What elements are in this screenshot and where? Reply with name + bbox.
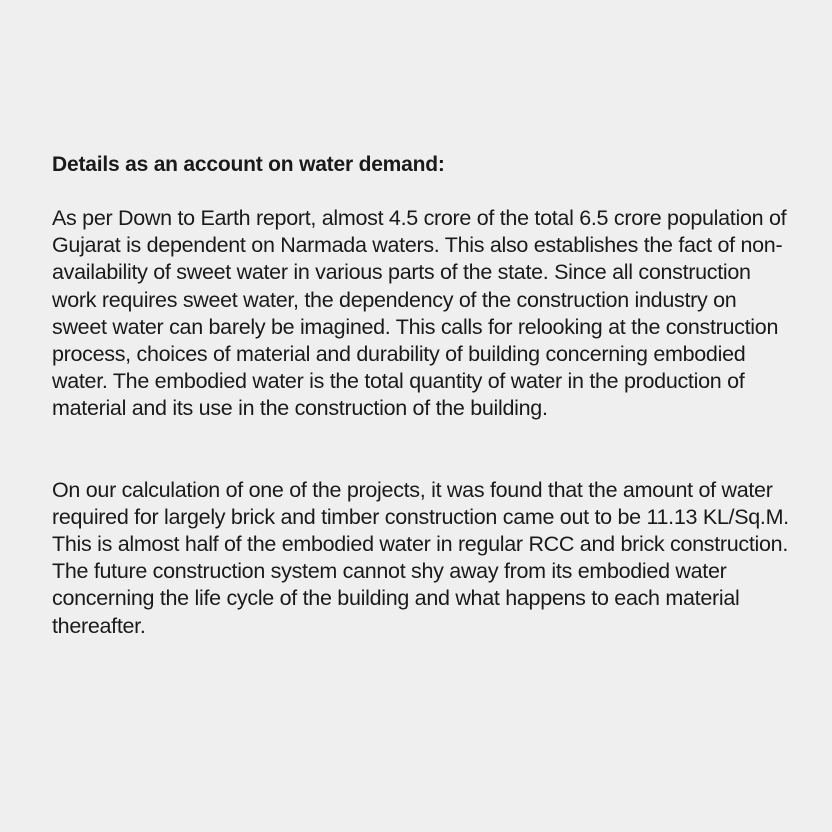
section-heading: Details as an account on water demand:: [52, 153, 445, 176]
paragraph-water-demand: As per Down to Earth report, almost 4.5 crore of the total 6.5 crore population of Gujarat is dependent on Narmada waters. This also establishes the fact of non-availability of sweet water in various parts of the state. Since all construction work requires sweet water, the dependency of the construction industry on sweet water can barely be imagined. This calls for relooking at the construction process, choices of material and durability of building concerning embodied water. The embodied water is the total quantity of water in the production of material and its use in the construction of the building.: [52, 206, 787, 421]
paragraph-project-calculation: On our calculation of one of the projects, it was found that the amount of water required for largely brick and timber construction came out to be 11.13 KL/Sq.M. This is almost half of the embodied water in regular RCC and brick construction. The future construction system cannot shy away from its embodied water concerning the life cycle of the building and what happens to each material thereafter.: [52, 477, 789, 638]
